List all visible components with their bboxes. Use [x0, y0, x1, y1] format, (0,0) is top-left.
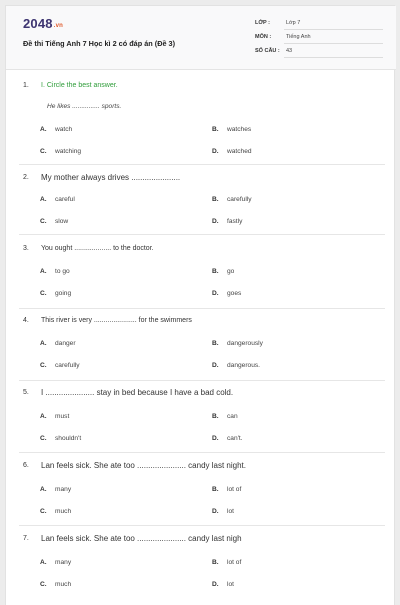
meta-underline	[284, 57, 383, 58]
meta-key: LỚP :	[255, 20, 270, 26]
meta-value: 43	[286, 48, 293, 54]
divider	[19, 380, 385, 381]
divider	[19, 525, 385, 526]
logo-suffix: .vn	[53, 23, 64, 29]
meta-subject	[255, 30, 383, 44]
option-d[interactable]: D. goes	[212, 290, 242, 297]
meta-value: Lớp 7	[286, 20, 301, 26]
question-number: 5.	[23, 389, 29, 396]
question-number: 6.	[23, 462, 29, 469]
option-a[interactable]: A. many	[40, 559, 72, 566]
option-b[interactable]: B. lot of	[212, 559, 242, 566]
option-a[interactable]: A. must	[40, 413, 70, 420]
meta-key: MÔN :	[255, 34, 272, 40]
question-subtext: He likes ............... sports.	[47, 103, 122, 110]
option-d[interactable]: D. watched	[212, 148, 252, 155]
option-d[interactable]: D. fastly	[212, 218, 243, 225]
option-d[interactable]: D. lot	[212, 508, 234, 515]
logo-text: 2048	[23, 16, 53, 31]
option-d[interactable]: D. lot	[212, 581, 234, 588]
divider	[19, 308, 385, 309]
option-d[interactable]: D. dangerous.	[212, 362, 260, 369]
option-c[interactable]: C. carefully	[40, 362, 80, 369]
option-a[interactable]: A. careful	[40, 196, 75, 203]
question-text: My mother always drives ......................	[41, 173, 181, 182]
divider	[19, 452, 385, 453]
option-b[interactable]: B. can	[212, 413, 238, 420]
option-a[interactable]: A. watch	[40, 126, 73, 133]
question-number: 4.	[23, 317, 29, 324]
question-text: This river is very ...................... for the swimmers	[41, 317, 192, 324]
option-c[interactable]: C. much	[40, 508, 72, 515]
divider	[19, 234, 385, 235]
site-logo[interactable]	[23, 16, 63, 31]
option-c[interactable]: C. watching	[40, 148, 82, 155]
meta-value: Tiếng Anh	[286, 34, 311, 40]
option-b[interactable]: B. lot of	[212, 486, 242, 493]
meta-class	[255, 16, 383, 30]
question-text: I ...................... stay in bed because I have a bad cold.	[41, 388, 234, 397]
divider	[19, 164, 385, 165]
option-b[interactable]: B. go	[212, 268, 235, 275]
option-c[interactable]: C. shouldn't	[40, 435, 82, 442]
option-c[interactable]: C. much	[40, 581, 72, 588]
option-a[interactable]: A. to go	[40, 268, 70, 275]
question-number: 2.	[23, 174, 29, 181]
option-c[interactable]: C. going	[40, 290, 72, 297]
exam-header	[6, 6, 396, 70]
question-text: You ought ................... to the doctor.	[41, 245, 154, 252]
question-text: I. Circle the best answer.	[41, 82, 118, 89]
option-d[interactable]: D. can't.	[212, 435, 243, 442]
option-b[interactable]: B. carefully	[212, 196, 252, 203]
option-c[interactable]: C. slow	[40, 218, 69, 225]
meta-key: SỐ CÂU :	[255, 48, 280, 54]
exam-title: Đề thi Tiếng Anh 7 Học kì 2 có đáp án (Đề 3)	[23, 39, 176, 48]
option-b[interactable]: B. watches	[212, 126, 252, 133]
question-text: Lan feels sick. She ate too ...................... candy last night.	[41, 461, 246, 470]
exam-sheet	[5, 5, 395, 605]
option-a[interactable]: A. danger	[40, 340, 76, 347]
question-text: Lan feels sick. She ate too ...................... candy last nigh	[41, 534, 242, 543]
question-number: 3.	[23, 245, 29, 252]
meta-count	[255, 44, 383, 58]
option-a[interactable]: A. many	[40, 486, 72, 493]
question-number: 7.	[23, 535, 29, 542]
option-b[interactable]: B. dangerously	[212, 340, 263, 347]
question-number: 1.	[23, 82, 29, 89]
